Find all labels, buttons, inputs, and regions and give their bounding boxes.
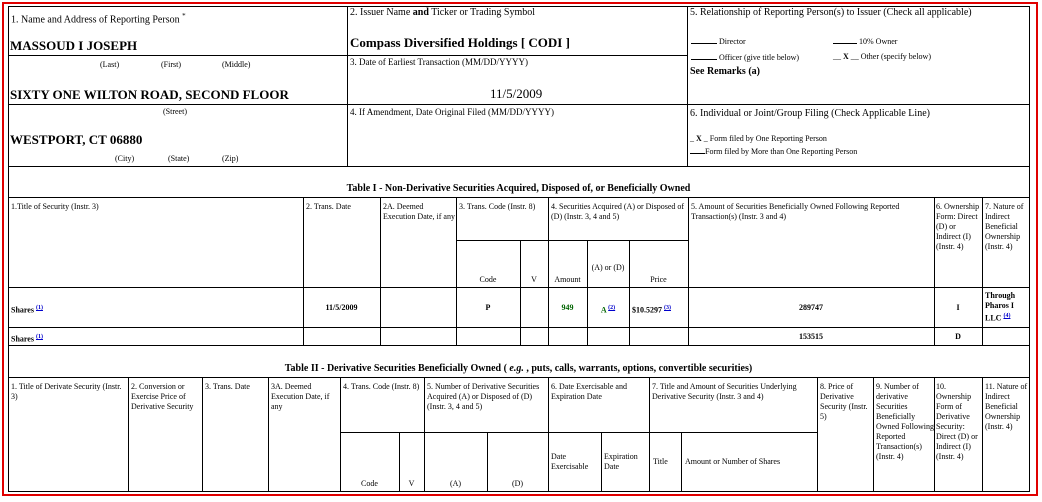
t2-col xyxy=(817,377,818,492)
t2-h6: 6. Date Exercisable and Expiration Date xyxy=(551,382,627,401)
t1-row2-form: D xyxy=(955,332,961,341)
box4-label: 4. If Amendment, Date Original Filed (MM/DD/YYYY) xyxy=(350,107,554,117)
t1-col xyxy=(688,197,689,345)
one-person-option: _ X _ Form filed by One Reporting Person xyxy=(690,134,827,143)
t2-col xyxy=(128,377,129,492)
t2-h9: 9. Number of derivative Securities Beneficially Owned Following Reported Transaction(s) (Instr. 4) xyxy=(876,382,934,461)
t2-h8: 8. Price of Derivative Security (Instr. 5) xyxy=(820,382,868,421)
t1-h7: 7. Nature of Indirect Beneficial Ownership (Instr. 4) xyxy=(985,202,1024,251)
t2-sub-exer: Date Exercisable xyxy=(551,452,589,471)
t1-col xyxy=(934,197,935,345)
t1-top xyxy=(8,197,1030,198)
t1-col xyxy=(629,240,630,345)
t2-col xyxy=(340,377,341,492)
t2-h1: 1. Title of Derivate Security (Instr. 3) xyxy=(11,382,122,401)
t1-h5: 5. Amount of Securities Beneficially Owned Following Reported Transaction(s) (Instr. 3 and 4) xyxy=(691,202,900,221)
box5-label: 5. Relationship of Reporting Person(s) to Issuer (Check all applicable) xyxy=(690,7,972,18)
t1-sub-amount: Amount xyxy=(554,275,581,284)
t2-bottom xyxy=(8,491,1030,492)
box3-label: 3. Date of Earliest Transaction (MM/DD/YYYY) xyxy=(350,57,528,67)
t1-row2-title: Shares $^{(1)}$ xyxy=(11,334,43,344)
t1-col xyxy=(520,240,521,345)
t1-row1-bottom xyxy=(8,327,1030,328)
t1-row1-ad: A $^{(2)}$ xyxy=(600,305,616,315)
t2-col xyxy=(873,377,874,492)
t1-sub-v: V xyxy=(531,275,537,284)
t2-h11: 11. Nature of Indirect Beneficial Ownership (Instr. 4) xyxy=(985,382,1028,431)
t2-h2: 2. Conversion or Exercise Price of Derivative Security xyxy=(131,382,194,411)
t2-sub-d: (D) xyxy=(511,479,524,488)
t1-col xyxy=(548,197,549,345)
t1-h3: 3. Trans. Code (Instr. 8) xyxy=(459,202,536,211)
see-remarks: See Remarks (a) xyxy=(690,66,760,77)
zip-label: (Zip) xyxy=(222,154,239,163)
t2-sub-amount: Amount or Number of Shares xyxy=(685,457,781,466)
t2-h5: 5. Number of Derivative Securities Acquired (A) or Disposed of (D) (Instr. 3, 4 and 5) xyxy=(427,382,540,411)
t1-col xyxy=(456,197,457,345)
row-divider-2 xyxy=(8,104,1030,105)
t2-col xyxy=(681,432,682,492)
middle-label: (Middle) xyxy=(222,60,251,69)
right-border xyxy=(1029,6,1030,492)
t2-h7: 7. Title and Amount of Securities Underlying Derivative Security (Instr. 3 and 4) xyxy=(652,382,797,401)
footnote-link[interactable]: (2) xyxy=(608,305,616,311)
other-option: __ X __ Other (specify below) xyxy=(833,52,931,61)
t1-row1-amount: 949 xyxy=(561,303,574,312)
t2-col xyxy=(601,432,602,492)
t2-col xyxy=(548,377,549,492)
t1-col xyxy=(380,197,381,345)
t1-sub-ad: (A) or (D) xyxy=(591,263,625,272)
t2-sub-code: Code xyxy=(361,479,378,488)
t1-sub-divider xyxy=(456,240,689,241)
reporting-person-name: MASSOUD I JOSEPH xyxy=(10,38,138,53)
t1-col xyxy=(587,240,588,345)
t1-row2-bottom xyxy=(8,345,1030,346)
city-label: (City) xyxy=(115,154,135,163)
t2-top xyxy=(8,377,1030,378)
t1-row2-owned: 153515 xyxy=(799,332,823,341)
box6-label: 6. Individual or Joint/Group Filing (Check Applicable Line) xyxy=(690,108,930,119)
box2-label: 2. Issuer Name and Ticker or Trading Symbol xyxy=(350,7,536,18)
t2-col xyxy=(202,377,203,492)
t2-h3: 3. Trans. Date xyxy=(205,382,250,391)
row-divider-3 xyxy=(8,166,1030,167)
t2-sub-divider xyxy=(340,432,818,433)
t2-sub-a: (A) xyxy=(449,479,462,488)
t1-col xyxy=(303,197,304,345)
t1-row1-date: 11/5/2009 xyxy=(325,303,358,312)
t1-row1-code: P xyxy=(485,303,491,312)
t2-h3a: 3A. Deemed Execution Date, if any xyxy=(271,382,330,411)
issuer-name: Compass Diversified Holdings [ CODI ] xyxy=(350,35,570,50)
more-person-option: Form filed by More than One Reporting Person xyxy=(690,146,857,157)
col-divider-2 xyxy=(687,6,688,166)
footnote-link[interactable]: (3) xyxy=(664,305,671,311)
street-value: SIXTY ONE WILTON ROAD, SECOND FLOOR xyxy=(10,87,289,102)
row-divider-1 xyxy=(8,55,688,56)
street-label: (Street) xyxy=(163,107,187,116)
t1-sub-price: Price xyxy=(650,275,667,284)
t1-h2a: 2A. Deemed Execution Date, if any xyxy=(383,202,455,221)
col-divider-1 xyxy=(347,6,348,166)
state-label: (State) xyxy=(168,154,190,163)
t2-h10: 10. Ownership Form of Derivative Security: Direct (D) or Indirect (I) (Instr. 4) xyxy=(936,382,978,461)
footnote-link[interactable]: (4) xyxy=(1003,313,1011,319)
box1-label: 1. Name and Address of Reporting Person * xyxy=(11,12,186,26)
last-label: (Last) xyxy=(100,60,120,69)
t2-col xyxy=(268,377,269,492)
t2-col xyxy=(982,377,983,492)
t1-h1: 1.Title of Security (Instr. 3) xyxy=(11,202,99,211)
t1-row1-owned: 289747 xyxy=(799,303,823,312)
owner10-option: 10% Owner xyxy=(833,36,897,47)
t1-row1-price: $10.5297 $^{(3)}$ xyxy=(632,305,671,315)
t1-row1-nature: Through Pharos I LLC $^{(4)}$ xyxy=(985,291,1016,323)
t1-row1-title: Shares $^{(1)}$ xyxy=(11,305,43,315)
t2-sub-exp: Expiration Date xyxy=(604,452,638,471)
footnote-link[interactable]: (1) xyxy=(35,305,43,311)
left-border-2 xyxy=(8,166,9,492)
director-option: Director xyxy=(691,36,746,47)
t1-col xyxy=(982,197,983,345)
t1-h2: 2. Trans. Date xyxy=(306,202,351,211)
t2-col xyxy=(424,377,425,492)
t2-col xyxy=(934,377,935,492)
t1-h6: 6. Ownership Form: Direct (D) or Indirect (I) (Instr. 4) xyxy=(936,202,980,251)
first-label: (First) xyxy=(161,60,181,69)
t2-h4: 4. Trans. Code (Instr. 8) xyxy=(343,382,420,391)
officer-option: Officer (give title below) xyxy=(691,52,799,63)
city-value: WESTPORT, CT 06880 xyxy=(10,132,143,147)
t2-sub-title: Title xyxy=(653,457,668,466)
table1-title: Table I - Non-Derivative Securities Acquired, Disposed of, or Beneficially Owned xyxy=(346,183,691,194)
t2-col xyxy=(649,377,650,492)
earliest-date: 11/5/2009 xyxy=(490,86,543,101)
t1-h4: 4. Securities Acquired (A) or Disposed of (D) (Instr. 3, 4 and 5) xyxy=(551,202,685,221)
t1-header-bottom xyxy=(8,287,1030,288)
t1-sub-code: Code xyxy=(479,275,497,284)
footnote-link[interactable]: (1) xyxy=(35,334,43,340)
t1-row1-form: I xyxy=(956,303,960,312)
table2-title: Table II - Derivative Securities Beneficially Owned ( e.g. , puts, calls, warrants, options, convertible securities) xyxy=(284,363,753,374)
t2-sub-v: V xyxy=(408,479,415,488)
left-border xyxy=(8,6,9,166)
